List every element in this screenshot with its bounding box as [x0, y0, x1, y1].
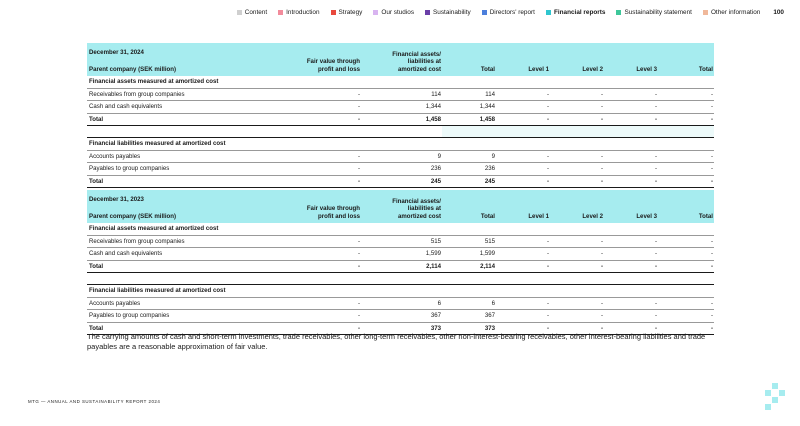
table-row: [87, 297, 714, 310]
cell-level-2: -: [550, 322, 604, 335]
cell-level-2: -: [550, 101, 604, 114]
cell-level-2: -: [550, 175, 604, 188]
table-date: December 31, 2024: [89, 49, 144, 57]
nav-label: Directors' report: [489, 9, 535, 16]
cell-fvtpl: -: [287, 322, 361, 335]
cell-total-fair-value: -: [658, 310, 714, 323]
cell-amortized-cost: 9: [361, 150, 442, 163]
nav-label: Strategy: [338, 9, 363, 16]
cell-amortized-cost: 1,458: [361, 113, 442, 126]
strategy-swatch-icon: [331, 10, 336, 15]
fair-value-table-2023: [87, 190, 714, 335]
section-title: Financial assets measured at amortized cost: [87, 76, 714, 88]
cell-level-3: -: [604, 322, 658, 335]
cell-amortized-cost: 1,599: [361, 248, 442, 261]
nav-label: Content: [244, 9, 268, 16]
header-level-1: Level 1: [496, 43, 550, 76]
section-row-liabilities: [87, 138, 714, 151]
content-swatch-icon: [237, 10, 242, 15]
table-date: December 31, 2023: [89, 196, 144, 204]
nav-label: Introduction: [286, 9, 320, 16]
header-fvtpl: Fair value through profit and loss: [287, 43, 361, 76]
row-label: Total: [87, 175, 287, 188]
cell-level-2: -: [550, 163, 604, 176]
page-number: 100: [773, 9, 784, 16]
section-row-assets: [87, 223, 714, 235]
report-footer: MTG — ANNUAL AND SUSTAINABILITY REPORT 2024: [28, 399, 161, 404]
header-amortized-cost: Financial assets/ liabilities at amortized cost: [361, 190, 442, 223]
cell-level-1: -: [496, 163, 550, 176]
cell-level-2: -: [550, 88, 604, 101]
header-level-3: Level 3: [604, 43, 658, 76]
cell-fvtpl: -: [287, 88, 361, 101]
cell-amortized-cost: 1,344: [361, 101, 442, 114]
cell-level-1: -: [496, 260, 550, 273]
cell-fvtpl: -: [287, 163, 361, 176]
cell-fvtpl: -: [287, 310, 361, 323]
company-label: Parent company (SEK million): [89, 212, 177, 220]
cell-level-3: -: [604, 163, 658, 176]
cell-fvtpl: -: [287, 150, 361, 163]
fair-value-table-2024: [87, 43, 714, 188]
cell-level-2: -: [550, 150, 604, 163]
row-label: Receivables from group companies: [87, 88, 287, 101]
cell-fvtpl: -: [287, 101, 361, 114]
cell-level-3: -: [604, 88, 658, 101]
cell-total: 1,344: [442, 101, 496, 114]
cell-total-fair-value: -: [658, 322, 714, 335]
cell-total: 236: [442, 163, 496, 176]
cell-level-1: -: [496, 297, 550, 310]
introduction-swatch-icon: [278, 10, 283, 15]
cell-level-3: -: [604, 260, 658, 273]
header-company: [87, 43, 287, 76]
cell-level-3: -: [604, 235, 658, 248]
cell-level-1: -: [496, 310, 550, 323]
cell-fvtpl: -: [287, 260, 361, 273]
cell-amortized-cost: 6: [361, 297, 442, 310]
total-row: [87, 260, 714, 273]
total-row: [87, 113, 714, 126]
cell-level-1: -: [496, 322, 550, 335]
cell-total-fair-value: -: [658, 113, 714, 126]
cell-total-fair-value: -: [658, 235, 714, 248]
header-amortized-cost: Financial assets/ liabilities at amortized cost: [361, 43, 442, 76]
header-level-3: Level 3: [604, 190, 658, 223]
cell-level-3: -: [604, 113, 658, 126]
cell-total-fair-value: -: [658, 150, 714, 163]
nav-label: Our studios: [381, 9, 415, 16]
header-total: Total: [442, 190, 496, 223]
cell-amortized-cost: 2,114: [361, 260, 442, 273]
nav-label: Sustainability: [433, 9, 471, 16]
section-title: Financial liabilities measured at amortized cost: [87, 138, 714, 151]
cell-level-3: -: [604, 310, 658, 323]
cell-level-1: -: [496, 235, 550, 248]
nav-item-sustainability-statement[interactable]: [616, 9, 692, 16]
cell-total-fair-value: -: [658, 260, 714, 273]
cell-level-3: -: [604, 150, 658, 163]
nav-label: Sustainability statement: [624, 9, 692, 16]
cell-amortized-cost: 515: [361, 235, 442, 248]
cell-level-2: -: [550, 113, 604, 126]
cell-total: 515: [442, 235, 496, 248]
cell-total: 245: [442, 175, 496, 188]
cell-level-3: -: [604, 175, 658, 188]
top-navigation: [237, 9, 784, 16]
row-label: Receivables from group companies: [87, 235, 287, 248]
row-label: Payables to group companies: [87, 310, 287, 323]
cell-total-fair-value: -: [658, 297, 714, 310]
nav-item-content[interactable]: [237, 9, 267, 16]
section-title: Financial liabilities measured at amortized cost: [87, 285, 714, 298]
cell-total: 2,114: [442, 260, 496, 273]
cell-level-1: -: [496, 101, 550, 114]
header-level-2: Level 2: [550, 43, 604, 76]
header-company: [87, 190, 287, 223]
cell-amortized-cost: 245: [361, 175, 442, 188]
cell-total: 6: [442, 297, 496, 310]
nav-item-strategy[interactable]: [331, 9, 363, 16]
cell-level-2: -: [550, 235, 604, 248]
company-label: Parent company (SEK million): [89, 65, 177, 73]
row-label: Accounts payables: [87, 297, 287, 310]
table-row: [87, 88, 714, 101]
cell-level-1: -: [496, 248, 550, 261]
fair-value-note: The carrying amounts of cash and short-term investments, trade receivables, other long-term receivables, other non-interest-bearing receivables, other interest-bearing liabilities and trade payables are a reasonable approximation of fair value.: [87, 332, 706, 351]
cell-fvtpl: -: [287, 248, 361, 261]
section-row-assets: [87, 76, 714, 88]
cell-level-2: -: [550, 310, 604, 323]
nav-label: Other information: [710, 9, 761, 16]
cell-level-1: -: [496, 113, 550, 126]
cell-fvtpl: -: [287, 113, 361, 126]
cell-total-fair-value: -: [658, 248, 714, 261]
nav-label: Financial reports: [553, 9, 606, 16]
cell-amortized-cost: 367: [361, 310, 442, 323]
nav-item-other-information[interactable]: [703, 9, 760, 16]
header-total-fair-value: Total: [658, 43, 714, 76]
sustainability-swatch-icon: [425, 10, 430, 15]
header-fvtpl: Fair value through profit and loss: [287, 190, 361, 223]
cell-fvtpl: -: [287, 175, 361, 188]
header-level-2: Level 2: [550, 190, 604, 223]
section-title: Financial assets measured at amortized cost: [87, 223, 714, 235]
section-row-liabilities: [87, 285, 714, 298]
row-label: Cash and cash equivalents: [87, 101, 287, 114]
cell-amortized-cost: 373: [361, 322, 442, 335]
cell-total: 1,599: [442, 248, 496, 261]
cell-total: 367: [442, 310, 496, 323]
cell-total: 373: [442, 322, 496, 335]
table-row: [87, 101, 714, 114]
nav-item-directors-report[interactable]: [482, 9, 535, 16]
cell-total-fair-value: -: [658, 163, 714, 176]
table-row: [87, 150, 714, 163]
table-row: [87, 235, 714, 248]
other-information-swatch-icon: [703, 10, 708, 15]
spacer-row: [87, 126, 714, 138]
table-header-row: [87, 190, 714, 223]
cell-level-3: -: [604, 101, 658, 114]
cell-fvtpl: -: [287, 297, 361, 310]
table-row: [87, 248, 714, 261]
header-level-1: Level 1: [496, 190, 550, 223]
nav-item-introduction[interactable]: [278, 9, 319, 16]
header-total-fair-value: Total: [658, 190, 714, 223]
cell-level-3: -: [604, 248, 658, 261]
row-label: Total: [87, 113, 287, 126]
cell-amortized-cost: 114: [361, 88, 442, 101]
total-row: [87, 175, 714, 188]
header-total: Total: [442, 43, 496, 76]
cell-level-3: -: [604, 297, 658, 310]
cell-fvtpl: -: [287, 235, 361, 248]
cell-level-2: -: [550, 297, 604, 310]
cell-level-1: -: [496, 150, 550, 163]
table-row: [87, 310, 714, 323]
row-label: Accounts payables: [87, 150, 287, 163]
cell-total-fair-value: -: [658, 88, 714, 101]
row-label: Total: [87, 322, 287, 335]
our-studios-swatch-icon: [373, 10, 378, 15]
cell-level-2: -: [550, 260, 604, 273]
cell-total-fair-value: -: [658, 101, 714, 114]
cell-total: 1,458: [442, 113, 496, 126]
row-label: Payables to group companies: [87, 163, 287, 176]
cell-level-1: -: [496, 175, 550, 188]
row-label: Total: [87, 260, 287, 273]
cell-total: 9: [442, 150, 496, 163]
table-header-row: [87, 43, 714, 76]
row-label: Cash and cash equivalents: [87, 248, 287, 261]
directors-report-swatch-icon: [482, 10, 487, 15]
spacer-row: [87, 273, 714, 285]
financial-reports-swatch-icon: [546, 10, 551, 15]
nav-item-financial-reports[interactable]: [546, 9, 606, 16]
cell-amortized-cost: 236: [361, 163, 442, 176]
cell-total-fair-value: -: [658, 175, 714, 188]
nav-item-sustainability[interactable]: [425, 9, 471, 16]
cell-level-1: -: [496, 88, 550, 101]
sustainability-statement-swatch-icon: [616, 10, 621, 15]
cell-level-2: -: [550, 248, 604, 261]
table-row: [87, 163, 714, 176]
corner-pattern-icon: [765, 383, 785, 411]
cell-total: 114: [442, 88, 496, 101]
nav-item-our-studios[interactable]: [373, 9, 414, 16]
